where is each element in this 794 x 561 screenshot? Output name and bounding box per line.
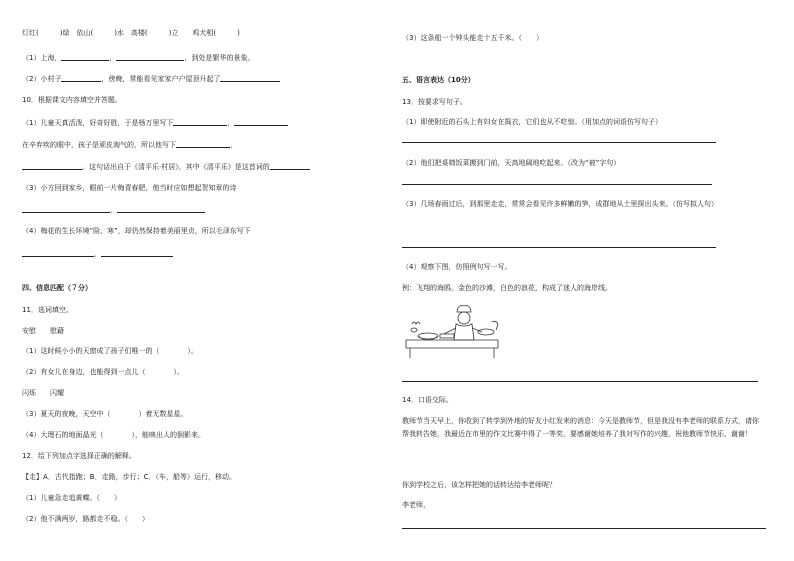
right-column	[402, 0, 774, 561]
question-line: （2）他们把桌椅饭菜搬到门前，天高地阔地吃起来。（改为“被”字句）	[402, 159, 621, 167]
definition-options: 【走】A．古代指跑；B．走路，步行；C．（车，船等）运行，移动。	[22, 473, 236, 481]
question-line: （1）即使附近的石头上有妇女在捣衣，它们也从不吃惊。（用加点的词语仿写句子）	[402, 118, 662, 126]
blank[interactable]	[116, 52, 184, 61]
question-line: 你到学校之后，该怎样把她的话转达给李老师呢？	[402, 481, 556, 489]
question-line: （4）梅花的生长环境“险、寒”，却仍然保持着美丽里贞，所以毛泽东写下	[22, 227, 251, 235]
word-options: 闪烁 闪耀	[22, 389, 64, 397]
question-line: （3）小方回到家乡，眼前一片梅青春肥，他当时应如想起贺知章的诗	[22, 184, 237, 192]
question-line: （1）上海， ， ，到处是繁华的景象。	[22, 54, 255, 62]
blank[interactable]	[117, 204, 205, 213]
answer-line[interactable]	[402, 528, 766, 529]
question-heading: 11．选词填空。	[22, 306, 73, 314]
dialogue-prompt: 教师节当天早上，你收到了转学到外地的好友小红发来的消息：今天是教师节，但是我没有李老师的联系方式，请你帮我转告她，我最近在市里的作文比赛中得了一等奖，要感谢她培养了我对写作的兴趣，祝他教师节快乐，谢谢！	[402, 417, 759, 438]
answer-line[interactable]	[402, 247, 716, 248]
question-line: ，	[22, 248, 384, 259]
answer-line[interactable]	[402, 184, 712, 185]
question-line: （1）儿童天真活泼，好奇好胜，于是杨万里写下 ，	[22, 117, 384, 128]
question-heading: 12．给下列加点字选择正确的解释。	[22, 452, 136, 460]
blank[interactable]	[22, 248, 94, 257]
left-column	[22, 0, 384, 561]
blank[interactable]	[270, 161, 310, 170]
blank[interactable]	[22, 161, 82, 170]
word-options: 安慰 慰藉	[22, 327, 64, 335]
blank[interactable]	[176, 139, 230, 148]
question-line: （3）几场春雨过后，到那里走走，常常会看见许多鲜嫩的笋，成群地从土里探出头来。（仿写拟人句）	[402, 200, 718, 208]
answer-line[interactable]	[402, 381, 758, 382]
blank[interactable]	[234, 117, 288, 126]
question-line: （4）大理石的地面晶光（ ），能映出人的倒影来。	[22, 431, 205, 439]
question-line: （3）夏天的夜晚，天空中（ ）着无数星星。	[22, 410, 188, 418]
blank[interactable]	[101, 248, 173, 257]
blank[interactable]	[61, 73, 101, 82]
blank[interactable]	[61, 52, 109, 61]
example-sentence: 例：飞翔的海鸥，金色的沙滩，白色的浪花，构成了迷人的海岸线。	[402, 284, 612, 292]
question-heading: 14．口语交际。	[402, 396, 453, 404]
question-line: （4）观察下图，仿照例句写一写。	[402, 263, 512, 271]
question-line: 在辛弃疾的眼中，孩子是顽皮淘气的，所以他写下 ，	[22, 141, 237, 149]
idiom-fill-line: 灯红( )绿 依山( )水 高楼( )立 鸡犬相( )	[22, 29, 240, 37]
salutation: 李老师，	[402, 501, 430, 509]
question-line: （3）这条船一个钟头能走十五千米。（ ）	[402, 34, 543, 42]
answer-line[interactable]	[402, 142, 716, 143]
section-heading: 五、语言表达（10分）	[402, 76, 475, 84]
blank[interactable]	[22, 204, 110, 213]
blank[interactable]	[173, 117, 227, 126]
section-heading: 四、信息匹配（７分）	[22, 284, 92, 292]
question-line: 。这句话出自于《清平乐·村居》，其中《清平乐》是这首词的	[22, 161, 384, 172]
question-line: （2）小村子 ，傍晚，常能看见家家户户屋顶升起了	[22, 73, 384, 84]
question-line: （1）这时候小小的天窗成了孩子们唯一的（ ）。	[22, 347, 198, 355]
question-line: ，	[22, 204, 384, 215]
chef-illustration	[404, 300, 500, 362]
blank[interactable]	[220, 73, 280, 82]
question-line: （1）儿童急走追黄蝶。（ ）	[22, 494, 121, 502]
question-heading: 13．按要求写句子。	[402, 98, 467, 106]
question-line: （2）有女儿在身边，也能得到一点儿（ ）。	[22, 368, 184, 376]
question-heading: 10．根据课文内容填空并答题。	[22, 96, 122, 104]
question-line: （2）他不满两岁，路都走不稳。（ ）	[22, 515, 149, 523]
